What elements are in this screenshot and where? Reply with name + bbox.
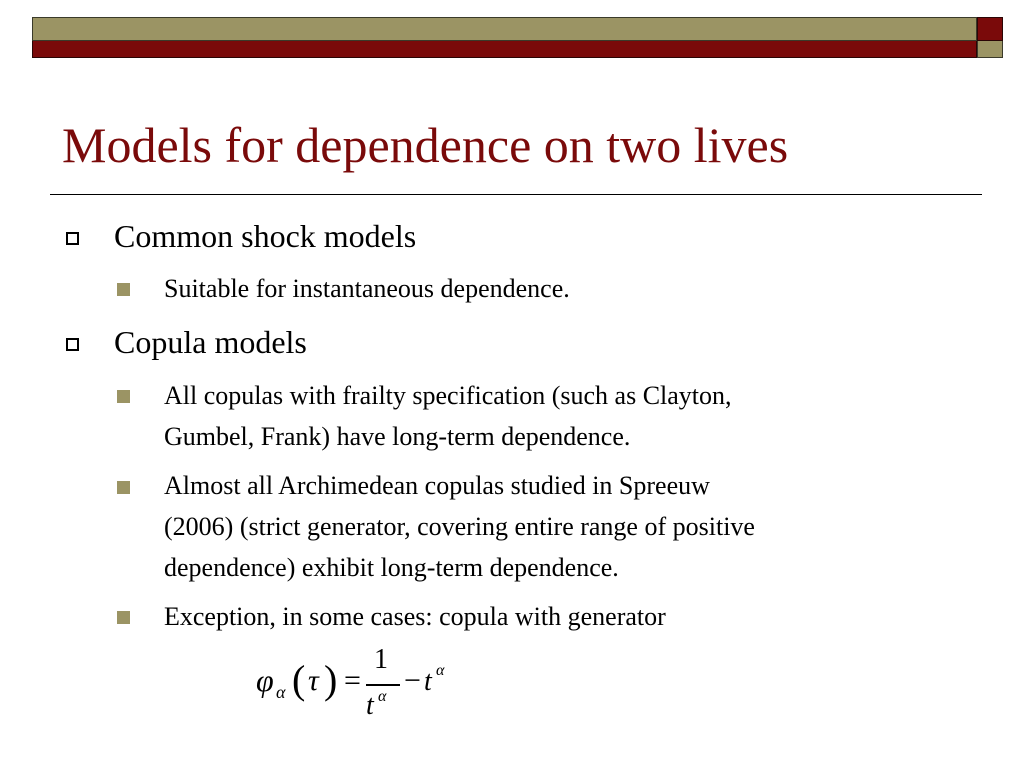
formula-fraction-bar <box>366 684 400 686</box>
filled-square-bullet-icon <box>117 481 130 494</box>
formula-left-paren: ( <box>292 657 306 702</box>
sub-bullet-archimedean-line-2: (2006) (strict generator, covering entire range of positive <box>164 512 755 541</box>
filled-square-bullet-icon <box>117 611 130 624</box>
sub-bullet-instantaneous: Suitable for instantaneous dependence. <box>164 274 570 303</box>
header-bar-maroon <box>32 41 977 58</box>
formula-phi: φ <box>256 662 274 698</box>
sub-bullet-frailty-line-1: All copulas with frailty specification (such as Clayton, <box>164 381 732 410</box>
slide-title: Models for dependence on two lives <box>62 117 789 173</box>
formula-numerator: 1 <box>374 644 388 675</box>
hollow-square-bullet-icon <box>66 338 79 351</box>
formula-t-exponent: α <box>436 662 445 679</box>
formula-phi-subscript: α <box>276 682 286 702</box>
header-bar-olive <box>32 17 977 41</box>
sub-bullet-archimedean <box>164 465 755 588</box>
sub-bullet-frailty-line-2: Gumbel, Frank) have long-term dependence. <box>164 422 631 451</box>
filled-square-bullet-icon <box>117 283 130 296</box>
sub-bullet-exception <box>164 596 666 637</box>
bullet-common-shock: Common shock models <box>114 218 417 254</box>
formula-denominator-alpha: α <box>378 688 387 705</box>
formula-right-paren: ) <box>324 657 338 702</box>
filled-square-bullet-icon <box>117 390 130 403</box>
formula-denominator-t: t <box>366 690 374 721</box>
sub-bullet-archimedean-line-1: Almost all Archimedean copulas studied in Spreeuw <box>164 471 710 500</box>
formula-minus: − <box>404 664 421 697</box>
header-square-olive <box>977 41 1003 58</box>
bullet-copula-models: Copula models <box>114 324 307 360</box>
sub-bullet-frailty <box>164 375 732 457</box>
generator-formula <box>252 640 462 730</box>
hollow-square-bullet-icon <box>66 232 79 245</box>
header-square-maroon <box>977 17 1003 41</box>
title-divider <box>50 194 982 195</box>
sub-bullet-archimedean-line-3: dependence) exhibit long-term dependence. <box>164 553 619 582</box>
formula-tau: τ <box>308 664 319 697</box>
formula-t: t <box>424 666 432 697</box>
formula-equals: = <box>344 664 361 697</box>
sub-bullet-exception-line-1: Exception, in some cases: copula with generator <box>164 602 666 631</box>
